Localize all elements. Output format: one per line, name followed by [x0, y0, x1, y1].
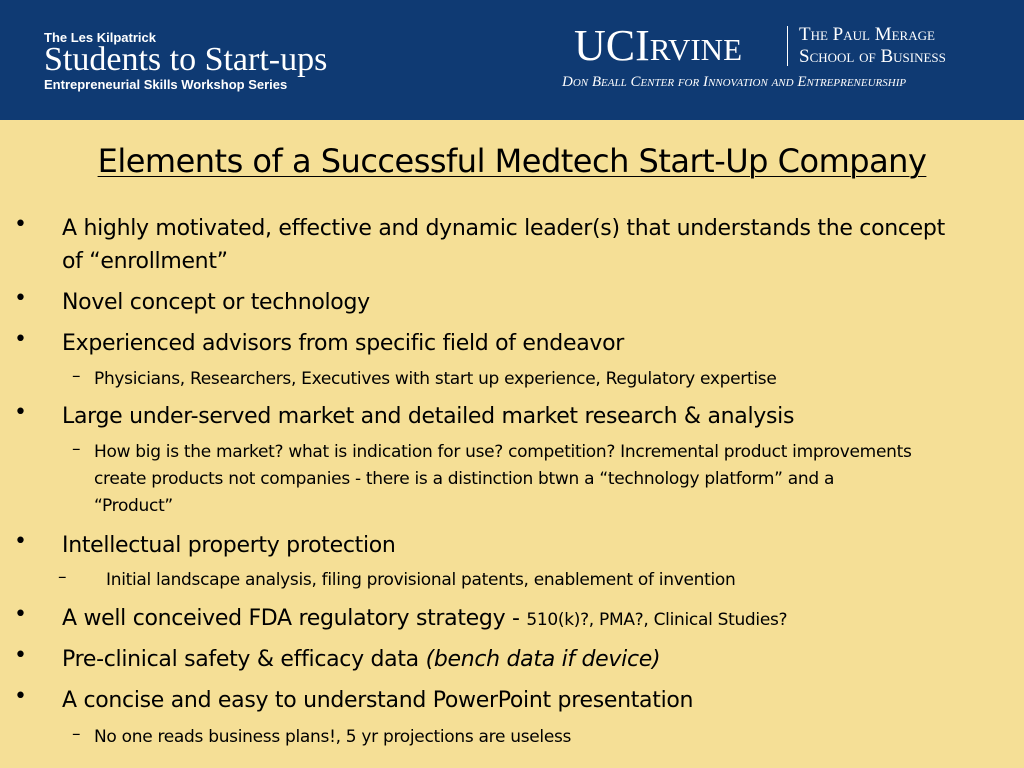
bullet-icon: • [14, 602, 27, 627]
school-line-1: The Paul Merage [799, 24, 935, 45]
bullet-icon: • [14, 684, 27, 709]
item-text: Pre-clinical safety & efficacy data (bench data if device) [62, 647, 661, 672]
brand-main-title: Students to Start-ups [44, 41, 328, 78]
school-line-2: School of Business [799, 46, 946, 67]
dash-icon: – [72, 724, 81, 744]
dash-icon: – [72, 366, 81, 386]
item-text: A well conceived FDA regulatory strategy - 510(k)?, PMA?, Clinical Studies? [62, 606, 788, 631]
item-text: Novel concept or technology [62, 290, 370, 315]
bullet-icon: • [14, 643, 27, 668]
sub-item-text: Physicians, Researchers, Executives with start up experience, Regulatory expertise [94, 369, 777, 389]
item-text: Experienced advisors from specific field of endeavor [62, 331, 624, 356]
bullet-icon: • [14, 400, 27, 425]
sub-item-text: Initial landscape analysis, filing provisional patents, enablement of invention [106, 570, 736, 590]
bullet-icon: • [14, 212, 27, 237]
bullet-icon: • [14, 327, 27, 352]
brand-pre-title: The Les Kilpatrick [44, 30, 156, 45]
sub-item-text: No one reads business plans!, 5 yr projections are useless [94, 727, 572, 747]
dash-icon: – [72, 439, 81, 459]
center-name: Don Beall Center for Innovation and Entrepreneurship [562, 74, 907, 90]
dash-icon: – [58, 567, 67, 587]
item-text: Intellectual property protection [62, 533, 396, 558]
slide-title: Elements of a Successful Medtech Start-Up Company [97, 142, 927, 180]
item-text: Large under-served market and detailed market research & analysis [62, 404, 795, 429]
brand-subtitle: Entrepreneurial Skills Workshop Series [44, 77, 288, 92]
bullet-icon: • [14, 529, 27, 554]
sub-item-text: How big is the market? what is indication for use? competition? Incremental product improvements create products not companies - there is a distinction btwn a “technology platform” and a “Product” [94, 442, 912, 516]
bullet-icon: • [14, 286, 27, 311]
item-text: A highly motivated, effective and dynamic leader(s) that understands the concept of “enrollment” [62, 216, 945, 274]
item-text: A concise and easy to understand PowerPoint presentation [62, 688, 694, 713]
uci-wordmark: UCIrvine [574, 21, 743, 70]
